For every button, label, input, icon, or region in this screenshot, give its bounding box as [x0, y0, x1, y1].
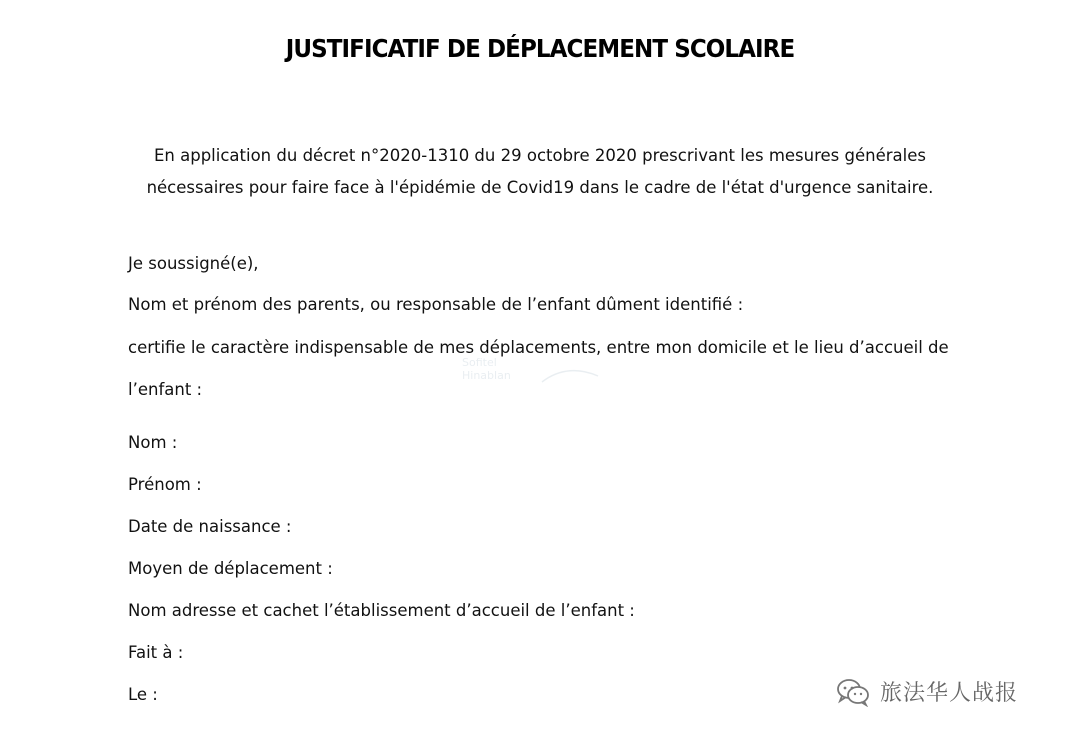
brand-footer	[836, 676, 1018, 707]
watermark-line-1: Sofitel	[462, 356, 497, 369]
field-nom: Nom :	[128, 433, 178, 452]
certify-line-1: certifie le caractère indispensable de mes déplacements, entre mon domicile et le lieu d’accueil de	[128, 338, 949, 357]
field-moyen-deplacement: Moyen de déplacement :	[128, 559, 333, 578]
brand-name: 旅法华人战报	[880, 681, 1019, 706]
field-etablissement: Nom adresse et cachet l’établissement d’accueil de l’enfant :	[128, 601, 635, 620]
field-le: Le :	[128, 685, 158, 704]
salutation: Je soussigné(e),	[128, 254, 259, 273]
watermark-line-2: Hinablan	[462, 369, 511, 382]
wechat-icon	[836, 677, 870, 707]
certify-line-2: l’enfant :	[128, 380, 203, 399]
watermark	[462, 356, 612, 396]
field-prenom: Prénom :	[128, 475, 202, 494]
intro-line-1: En application du décret n°2020-1310 du 29 octobre 2020 prescrivant les mesures générales	[154, 146, 926, 165]
watermark-swoosh-icon	[540, 366, 600, 386]
field-date-naissance: Date de naissance :	[128, 517, 292, 536]
field-fait-a: Fait à :	[128, 643, 184, 662]
parents-line: Nom et prénom des parents, ou responsable de l’enfant dûment identifié :	[128, 295, 744, 314]
document-title: JUSTIFICATIF DE DÉPLACEMENT SCOLAIRE	[285, 34, 795, 63]
intro-line-2: nécessaires pour faire face à l'épidémie de Covid19 dans le cadre de l'état d'urgence sanitaire.	[146, 178, 934, 197]
